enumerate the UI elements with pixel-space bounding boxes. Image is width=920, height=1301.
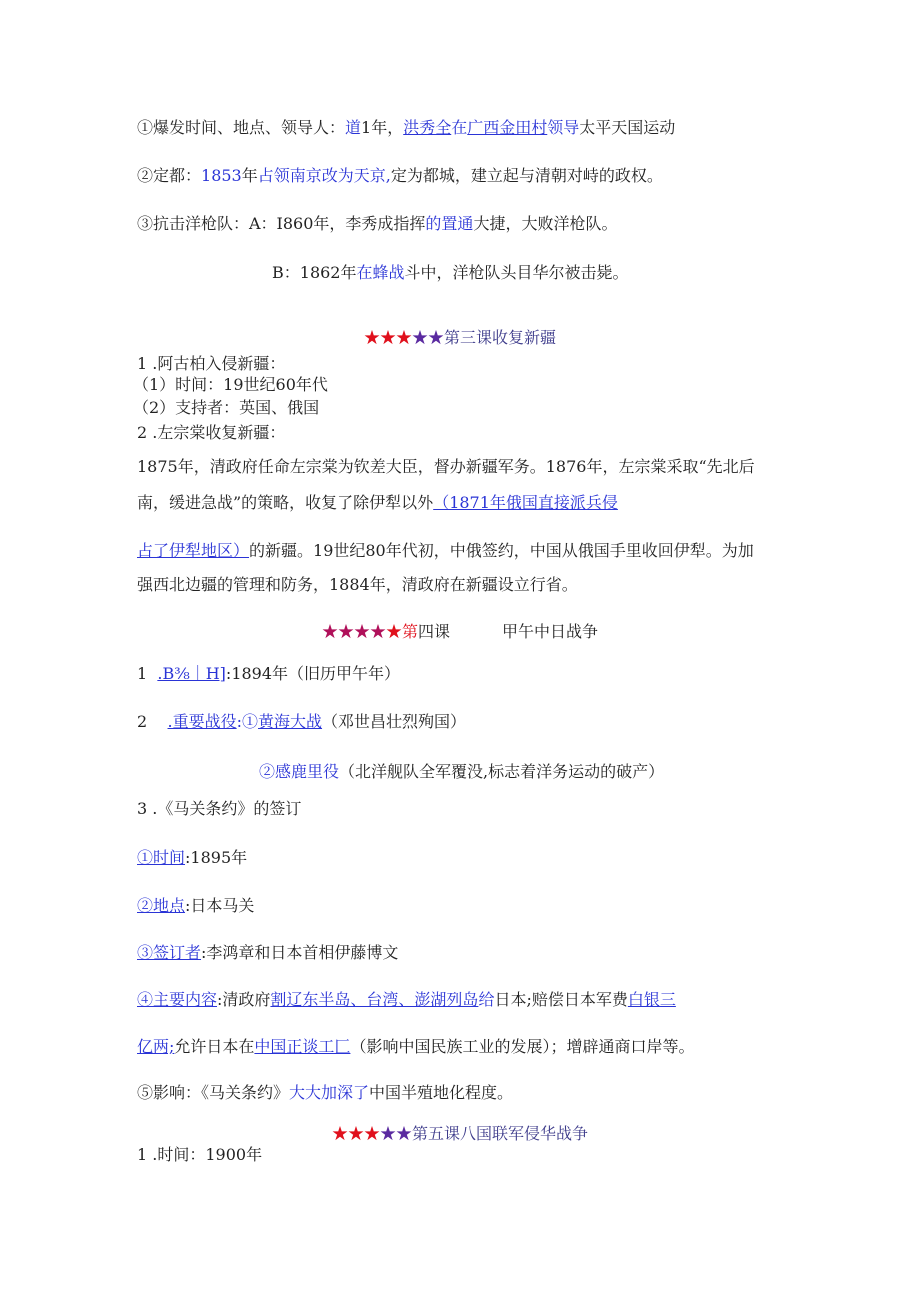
lesson3-p8: 强西北边疆的管理和防务，1884年，清政府在新疆设立行省。: [137, 575, 578, 594]
star-icon: ★: [363, 328, 380, 347]
lesson3-p2: （1）时间：19世纪60年代: [133, 375, 328, 394]
star-icon: ★: [379, 328, 396, 347]
lesson4-l3: ②感鹿里役（北洋舰队全军覆没,标志着洋务运动的破产）: [259, 762, 665, 781]
star-icon: ★: [337, 622, 354, 641]
star-icon: ★: [428, 328, 445, 347]
star-icon: ★: [386, 622, 403, 641]
star-icon: ★: [321, 622, 338, 641]
star-icon: ★: [396, 1124, 413, 1143]
star-icon: ★: [353, 622, 370, 641]
lesson4-l4: 3 .《马关条约》的签订: [137, 799, 302, 818]
star-icon: ★: [331, 1124, 348, 1143]
lesson3-p6: 南，缓进急战”的策略，收复了除伊犁以外（1871年俄国直接派兵侵: [137, 493, 618, 512]
lesson4-l9: 亿两;允许日本在中国正谈工匚（影响中国民族工业的发展）；增辟通商口岸等。: [137, 1037, 695, 1056]
lesson4-l2: 2 .重要战役:①黄海大战（邓世昌壮烈殉国）: [137, 712, 467, 731]
star-icon: ★: [363, 1124, 380, 1143]
star-icon: ★: [347, 1124, 364, 1143]
lesson3-p3: （2）支持者：英国、俄国: [133, 398, 320, 417]
star-icon: ★: [412, 328, 429, 347]
taiping-line-capital: ②定都：1853年占领南京改为天京,定为都城，建立起与清朝对峙的政权。: [137, 166, 663, 185]
lesson4-l1: 1 .B⅜｜H]:1894年（旧历甲午年）: [137, 664, 401, 683]
lesson3-p4: 2 .左宗棠收复新疆：: [137, 423, 286, 442]
lesson4-l5: ①时间:1895年: [137, 848, 248, 867]
taiping-line-resist: ③抗击洋枪队：A：I860年，李秀成指挥的置通大捷，大败洋枪队。: [137, 214, 618, 233]
lesson4-l7: ③签订者:李鸿章和日本首相伊藤博文: [137, 943, 399, 962]
star-icon: ★: [395, 328, 412, 347]
lesson5-heading: ★★★★★第五课八国联军侵华战争: [331, 1124, 589, 1143]
lesson3-heading: ★★★★★第三课收复新疆: [363, 328, 557, 347]
taiping-line-1862: B：1862年在蜂战斗中，洋枪队头目华尔被击毙。: [272, 263, 629, 282]
lesson3-p1: 1 .阿古柏入侵新疆：: [137, 354, 286, 373]
star-icon: ★: [369, 622, 386, 641]
lesson3-p5: 1875年，清政府任命左宗棠为钦差大臣，督办新疆军务。1876年，左宗棠采取“先北后: [137, 457, 755, 476]
lesson4-l8: ④主要内容:清政府割辽东半岛、台湾、澎湖列岛给日本;赔偿日本军费白银三: [137, 990, 676, 1009]
lesson4-heading: ★★★★★第四课 甲午中日战争: [321, 622, 599, 641]
lesson5-l1: 1 .时间：1900年: [137, 1145, 263, 1164]
taiping-line-outbreak: ①爆发时间、地点、领导人：道1年，洪秀全在广西金田村领导太平天国运动: [137, 118, 676, 137]
lesson4-l10: ⑤影响：《马关条约》大大加深了中国半殖地化程度。: [137, 1083, 514, 1102]
lesson3-p7: 占了伊犁地区）的新疆。19世纪80年代初，中俄签约，中国从俄国手里收回伊犁。为加: [137, 541, 754, 560]
lesson4-l6: ②地点:日本马关: [137, 896, 255, 915]
star-icon: ★: [380, 1124, 397, 1143]
